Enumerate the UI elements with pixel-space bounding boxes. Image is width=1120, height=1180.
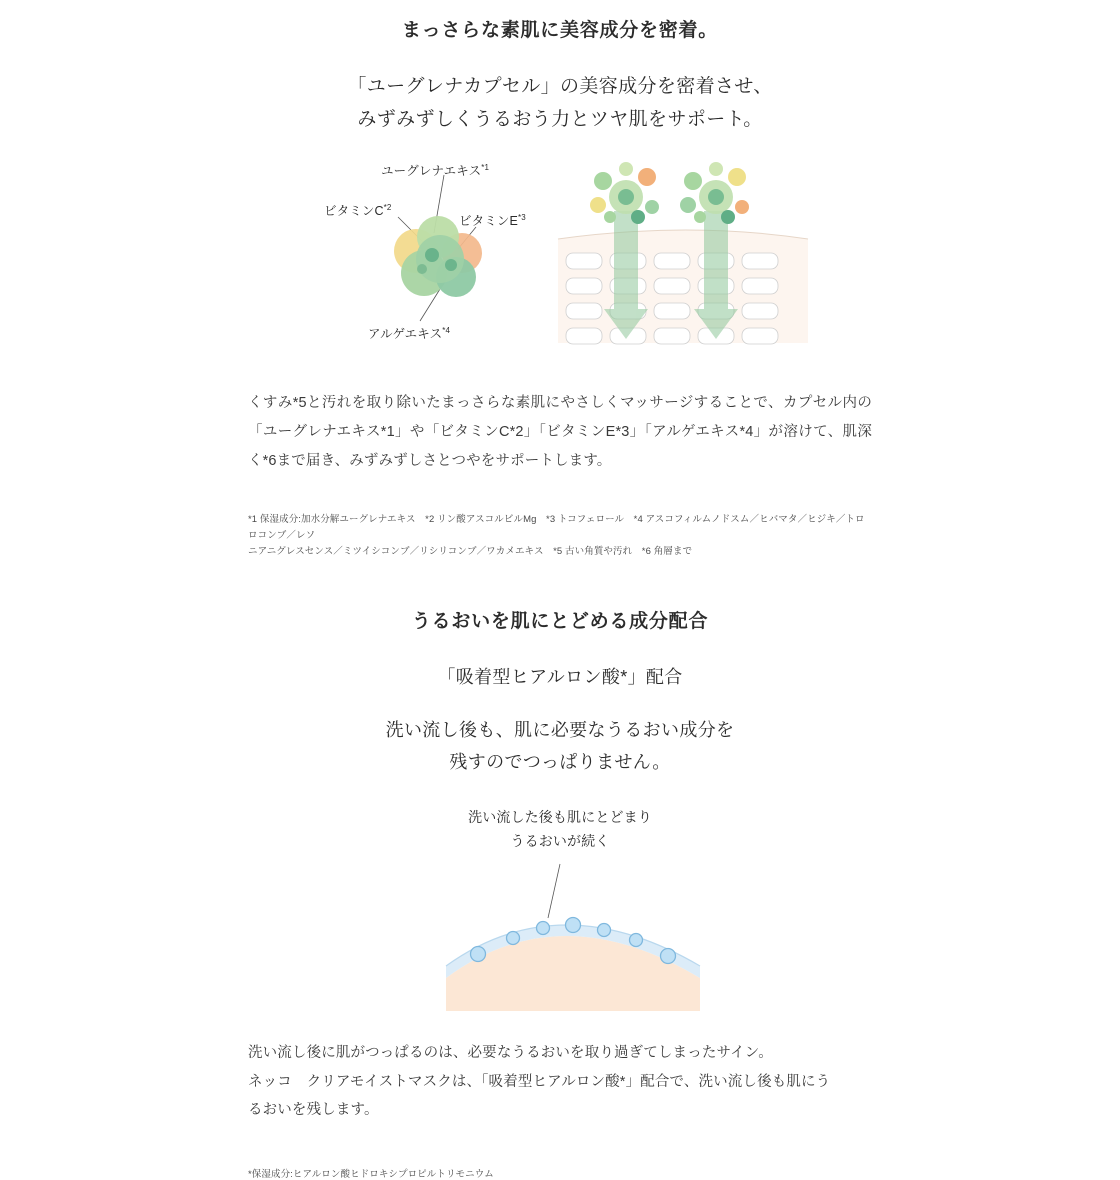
section2-footnote: *保湿成分:ヒアルロン酸ヒドロキシプロピルトリモニウム [248, 1169, 494, 1180]
label-alge-extract [368, 324, 450, 342]
label-euglena-extract [381, 161, 489, 179]
section2-lead-line1: 洗い流し後も、肌に必要なうるおい成分を [385, 720, 735, 741]
label-euglena-sup: *1 [481, 162, 490, 172]
label-vitamin-e-text: ビタミンE [459, 214, 518, 228]
capsule-diagram [248, 161, 872, 361]
hyaluronic-diagram-graphic [248, 806, 872, 1011]
section1-footnote-line1: *1 保湿成分:加水分解ユーグレナエキス *2 リン酸アスコルビルMg *3 トコフェロール *4 アスコフィルムノドスム／ヒバマタ／ヒジキ／トロロコンブ／レソ [248, 514, 865, 542]
section1-title: まっさらな素肌に美容成分を密着。 [401, 20, 719, 41]
section1-footnote-line2: ニアニグレスセンス／ミツイシコンブ／リシリコンブ／ワカメエキス *5 古い角質や汚れ *6 角層まで [248, 546, 693, 558]
label-vitamin-e [459, 211, 526, 229]
skin-penetration-graphic [558, 162, 808, 344]
hyaluronic-acid-diagram [248, 806, 872, 1011]
hyaluronic-caption-line2: うるおいが続く [510, 832, 610, 849]
label-vitamin-c [324, 201, 391, 219]
label-vitamin-c-text: ビタミンC [324, 204, 384, 218]
section2-title: うるおいを肌にとどめる成分配合 [411, 611, 709, 633]
section2-subtitle: 「吸着型ヒアルロン酸*」配合 [437, 667, 683, 688]
section1-lead-line2: みずみずしくうるおう力とツヤ肌をサポート。 [357, 108, 763, 130]
section1-body-paragraph: くすみ*5と汚れを取り除いたまっさらな素肌にやさしくマッサージすることで、カプセル内の「ユーグレナエキス*1」や「ビタミンC*2」「ビタミンE*3」「アルゲエキス*4」が溶けて、肌深く*6まで届き、みずみずしさとつやをサポートします。 [248, 395, 872, 469]
hyaluronic-caption-line1: 洗い流した後も肌にとどまり [468, 809, 652, 826]
label-alge-sup: *4 [442, 325, 451, 335]
content-column [248, 0, 872, 1180]
label-euglena-text: ユーグレナエキス [381, 164, 482, 178]
section1-lead [248, 70, 872, 137]
section2-closing-line2: ネッコ クリアモイストマスクは、「吸着型ヒアルロン酸*」配合で、洗い流し後も肌にう [248, 1073, 831, 1090]
section2-closing-line3: るおいを残します。 [248, 1101, 379, 1118]
section2-closing-line1: 洗い流し後に肌がつっぱるのは、必要なうるおいを取り過ぎてしまったサイン。 [248, 1045, 773, 1062]
label-vitamin-e-sup: *3 [517, 212, 526, 222]
section2-closing [248, 1039, 872, 1124]
section2-lead [248, 715, 872, 778]
section1-lead-line1: 「ユーグレナカプセル」の美容成分を密着させ、 [347, 75, 773, 97]
section2-lead-line2: 残すのでつっぱりません。 [449, 751, 671, 772]
label-alge-text: アルゲエキス [368, 327, 443, 341]
capsule-diagram-graphic [248, 161, 872, 361]
label-vitamin-c-sup: *2 [383, 202, 392, 212]
